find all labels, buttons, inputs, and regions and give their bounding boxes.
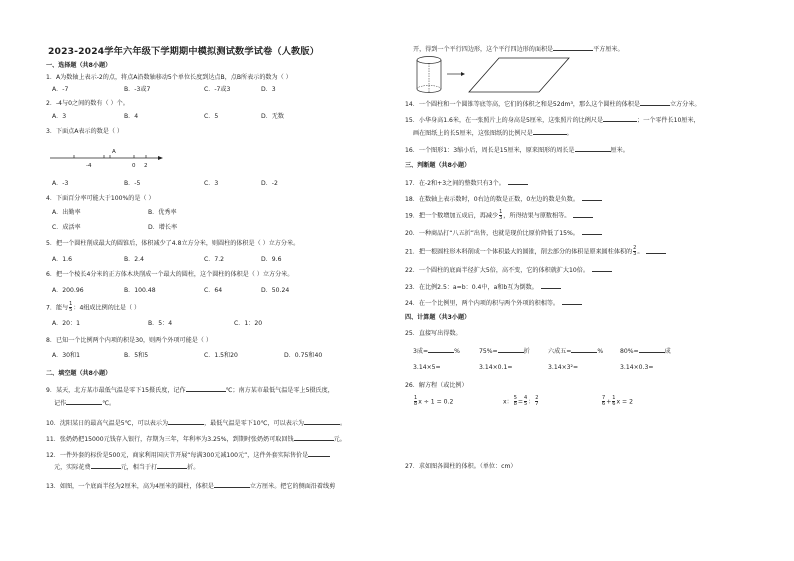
answer-blank[interactable]: [553, 44, 593, 51]
option: B．100.48: [124, 287, 156, 294]
equation-1: [413, 396, 453, 407]
calc-item: 3.14×0.3=: [620, 364, 654, 371]
question-4: 4．下面百分率可能大于100%的是（ ）: [46, 195, 155, 202]
option: C．成活率: [52, 224, 81, 231]
fraction-numerator: 1: [414, 395, 418, 401]
fraction-denominator: 7: [535, 401, 539, 407]
number-line-tick-label: 2: [144, 163, 148, 169]
question-text: 21．把一根圆柱形木料削成一个体积最大的圆锥，削去部分的体积是原来圆柱体积的: [405, 248, 633, 256]
question-20: [405, 228, 602, 238]
answer-blank[interactable]: [294, 434, 334, 441]
answer-blank[interactable]: [571, 346, 597, 353]
answer-blank[interactable]: [214, 481, 250, 488]
mental-math-row-1: [620, 346, 671, 356]
fraction: [414, 396, 417, 407]
question-text: 记作: [54, 400, 67, 407]
question-13-cont: [413, 44, 624, 54]
question-24: [405, 298, 582, 308]
question-text: 10．沈阳某日的最高气温是5℃，可以表示为: [46, 420, 169, 427]
question-text: 平方厘米。: [593, 46, 624, 53]
equation-text: +: [606, 398, 612, 406]
fraction-denominator: 8: [414, 401, 418, 407]
number-line-tick-label: 0: [132, 163, 136, 169]
mental-math-row-1: [548, 346, 603, 356]
question-text: 15．小华身高1.6米，在一张照片上的身高是5厘米，这张照片的比例尺是: [405, 117, 604, 124]
question-text: 元，实际花费: [54, 464, 91, 471]
question-text: 立方厘米。把它的侧面沿着线剪: [249, 483, 336, 490]
option: D．3: [261, 86, 276, 93]
answer-blank[interactable]: [640, 99, 670, 106]
equation-text: ：: [528, 398, 535, 406]
question-text: 厘米。: [610, 147, 629, 154]
fraction: [602, 396, 605, 407]
option: A．20：1: [52, 320, 80, 327]
fraction-numerator: 4: [524, 395, 528, 401]
option: D．50.24: [261, 287, 290, 294]
equation-3: [601, 396, 633, 407]
answer-blank[interactable]: [582, 228, 602, 235]
equation-2: [503, 396, 539, 407]
answer-blank[interactable]: [186, 385, 226, 392]
fraction-denominator: 5: [524, 401, 528, 407]
question-text: 。: [340, 420, 347, 427]
option: D．无数: [261, 113, 284, 120]
answer-blank[interactable]: [575, 145, 611, 152]
answer-blank[interactable]: [168, 418, 204, 425]
fraction-numerator: 7: [602, 395, 606, 401]
question-text: 19．把一个数增加五成后，再减少: [405, 212, 499, 220]
fraction: [535, 396, 538, 407]
option: C．1：20: [234, 320, 263, 327]
option: D．-2: [261, 180, 278, 187]
question-22: [405, 265, 612, 275]
question-15: [405, 115, 700, 125]
fraction-numerator: 1: [499, 209, 503, 215]
question-text: 16．一个图形1：3缩小后，周长是15厘米，原来图形的周长是: [405, 147, 575, 154]
question-3: 3．下面点A表示的数是（ ）: [46, 128, 124, 135]
question-26: 26．解方程（或比例）: [405, 382, 468, 389]
option: D．9.6: [261, 256, 282, 263]
question-6: 6．把一个棱长4分米的正方体木块削成一个最大的圆柱，这个圆柱的体积是（ ）立方分米。: [46, 271, 294, 278]
question-text: ℃。: [102, 400, 116, 407]
section-heading: 四、计算题（共3小题）: [405, 314, 471, 321]
equation-text: x ÷ 1 = 0.2: [418, 398, 454, 406]
option: B．-3或7: [124, 86, 151, 93]
answer-blank[interactable]: [541, 282, 561, 289]
calc-item: 3.14×0.1=: [479, 364, 513, 371]
fraction-numerator: 2: [535, 395, 539, 401]
question-27: 27．求如图各圆柱的体积。（单位：cm）: [405, 463, 517, 470]
calc-unit: %: [454, 348, 460, 355]
option: A．-7: [52, 86, 69, 93]
answer-blank[interactable]: [562, 298, 582, 305]
question-text: ，所得结果与原数相等。: [503, 212, 571, 220]
calc-item: 80%=: [620, 348, 639, 355]
answer-blank[interactable]: [508, 178, 528, 185]
question-text: 12．一件外套的标价是500元，商家利用国庆节开展“每满300元减100元”，这件外套实际售价是: [46, 452, 309, 459]
calc-item: 3成=: [413, 348, 429, 355]
answer-blank[interactable]: [91, 462, 121, 469]
answer-blank[interactable]: [573, 211, 593, 218]
option: A．200.96: [52, 287, 84, 294]
option: D．增长率: [148, 224, 178, 231]
fraction-denominator: 3: [633, 251, 637, 257]
option: C．5: [204, 113, 219, 120]
question-23: [405, 282, 561, 292]
question-text: 11．张奶奶把15000元钱存入银行，存期为三年，年利率为3.25%，到期时张奶奶可取回钱: [46, 436, 294, 443]
question-12-cont: [54, 462, 199, 472]
question-25: 25．直接写出得数。: [405, 330, 462, 337]
question-11: [46, 434, 346, 444]
question-19: [405, 210, 593, 221]
question-text: ℃；南方某市最低气温是零上5摄氏度，: [225, 387, 334, 394]
question-text: ，最低气温是零下10℃，可以表示为: [204, 420, 304, 427]
question-text: 元，相当于打: [120, 464, 158, 471]
answer-blank[interactable]: [592, 265, 612, 272]
question-15-cont: [413, 128, 573, 138]
calc-unit: 折: [523, 348, 530, 355]
calc-item: 75%=: [479, 348, 498, 355]
answer-blank[interactable]: [639, 346, 665, 353]
answer-blank[interactable]: [498, 346, 524, 353]
fraction-denominator: 8: [513, 401, 517, 407]
question-9: [46, 385, 334, 395]
number-line-figure: [46, 148, 166, 172]
option: A．出勤率: [52, 209, 81, 216]
question-text: 13．如图，一个底面半径为2厘米，高为4厘米的圆柱，体积是: [46, 483, 214, 490]
answer-blank[interactable]: [533, 128, 567, 135]
number-line-tick-label: -4: [86, 163, 92, 169]
option: C．3: [204, 180, 219, 187]
fraction: [524, 396, 527, 407]
question-10: [46, 418, 346, 428]
question-7: [46, 302, 140, 313]
question-12: [46, 450, 330, 460]
mental-math-row-2: [620, 364, 653, 372]
calc-unit: 成: [664, 348, 671, 355]
answer-blank[interactable]: [582, 194, 602, 201]
question-13: [46, 481, 335, 491]
question-text: 画在图纸上的长5厘米，这张图纸的比例尺是: [413, 130, 533, 137]
section-heading: 一、选择题（共8小题）: [46, 62, 112, 69]
page-title: 2023-2024学年六年级下学期期中模拟测试数学试卷（人教版）: [48, 46, 320, 57]
option: B．优秀率: [148, 209, 177, 216]
answer-blank[interactable]: [66, 398, 102, 405]
option: B．-5: [124, 180, 141, 187]
question-16: [405, 145, 629, 155]
fraction: [499, 210, 502, 221]
option: A．30和1: [52, 352, 80, 359]
question-1: 1．A为数轴上表示-2的点，将点A沿数轴移动5个单位长度到达点B，点B所表示的数为（ ）: [46, 74, 292, 81]
fraction-denominator: 6: [602, 401, 606, 407]
mental-math-row-1: [413, 346, 460, 356]
option: B．4: [124, 113, 139, 120]
question-text: ：4组成比例的比是（ ）: [73, 304, 141, 312]
option: D．0.75和40: [284, 352, 323, 359]
fraction: [633, 246, 636, 257]
question-17: [405, 178, 528, 188]
question-text: 14．一个圆柱和一个圆锥等底等高，它们的体积之和是52dm³，那么这个圆柱的体积是: [405, 101, 640, 108]
fraction-denominator: 6: [612, 401, 616, 407]
question-text: 17．在-2和+3之间的整数只有3个。: [405, 180, 505, 187]
equation-text: x = 2: [616, 398, 633, 406]
question-text: 7．能与: [46, 304, 69, 312]
answer-blank[interactable]: [603, 115, 637, 122]
calc-item: 六成五=: [548, 348, 572, 355]
question-text: 。: [637, 248, 644, 256]
question-text: ；一个零件长10厘米，: [637, 117, 700, 124]
mental-math-row-2: [548, 364, 578, 372]
question-text: 20．一种商品打“八五折”出售，也就是现价比原价降低了15%。: [405, 230, 579, 237]
question-text: 23．在比例2.5：a=b：0.4中，a和b互为倒数。: [405, 284, 538, 291]
answer-blank[interactable]: [157, 462, 187, 469]
question-text: 开，得到一个平行四边形，这个平行四边形的面积是: [413, 46, 554, 53]
question-14: [405, 99, 700, 109]
option: B．5：4: [148, 320, 173, 327]
fraction-denominator: 5: [69, 307, 73, 313]
question-text: 22．一个圆柱的底面半径扩大5倍，高不变，它的体积就扩大10倍。: [405, 267, 589, 274]
option: B．2.4: [124, 256, 144, 263]
fraction: [612, 396, 615, 407]
mental-math-row-2: [479, 364, 512, 372]
question-text: 18．在数轴上表示数时，0右边的数是正数，0左边的数是负数。: [405, 196, 579, 203]
fraction-numerator: 1: [69, 301, 73, 307]
cylinder-and-parallelogram-figure: [409, 54, 609, 98]
question-9-cont: [54, 398, 115, 408]
section-heading: 二、填空题（共8小题）: [46, 370, 112, 377]
equation-text: =: [517, 398, 523, 406]
fraction: [514, 396, 517, 407]
equation-text: x：: [503, 398, 513, 406]
option: B．5和5: [124, 352, 149, 359]
fraction-denominator: 3: [499, 215, 503, 221]
question-text: 立方分米。: [669, 101, 701, 108]
calc-item: 3.14×5=: [413, 364, 441, 371]
mental-math-row-1: [479, 346, 530, 356]
fraction: [69, 302, 72, 313]
answer-blank[interactable]: [304, 418, 340, 425]
fraction-numerator: 5: [513, 395, 517, 401]
question-text: 元。: [333, 436, 346, 443]
question-8: 8．已知一个比例两个内项的积是30，则两个外项可能是（ ）: [46, 337, 212, 344]
section-heading: 三、判断题（共8小题）: [405, 162, 471, 169]
fraction-numerator: 2: [633, 245, 637, 251]
option: C．7.2: [204, 256, 225, 263]
question-18: [405, 194, 602, 204]
answer-blank[interactable]: [308, 450, 330, 457]
question-text: 折。: [187, 464, 200, 471]
calc-unit: %: [597, 348, 604, 355]
question-text: 。: [566, 130, 573, 137]
question-text: 24．在一个比例里，两个内项的积与两个外项的积相等。: [405, 300, 560, 307]
option: A．3: [52, 113, 67, 120]
question-2: 2．-4与0之间的数有（ ）个。: [46, 100, 129, 107]
question-21: [405, 246, 666, 257]
question-text: 9．某天，北方某市最低气温是零下15摄氏度，记作: [46, 387, 186, 394]
option: A．1.6: [52, 256, 72, 263]
answer-blank[interactable]: [646, 247, 666, 254]
option: C．1.5和20: [204, 352, 238, 359]
fraction-numerator: 1: [612, 395, 616, 401]
option: C．-7或3: [204, 86, 231, 93]
option: C．64: [204, 287, 223, 294]
mental-math-row-2: [413, 364, 441, 372]
calc-item: 3.14×3²=: [548, 364, 579, 371]
answer-blank[interactable]: [428, 346, 454, 353]
option: A．-3: [52, 180, 69, 187]
number-line-label-a: A: [112, 149, 116, 155]
question-5: 5．把一个圆柱削成最大的圆锥后，体积减少了4.8立方分米，则圆柱的体积是（ ）立方分米。: [46, 240, 300, 247]
